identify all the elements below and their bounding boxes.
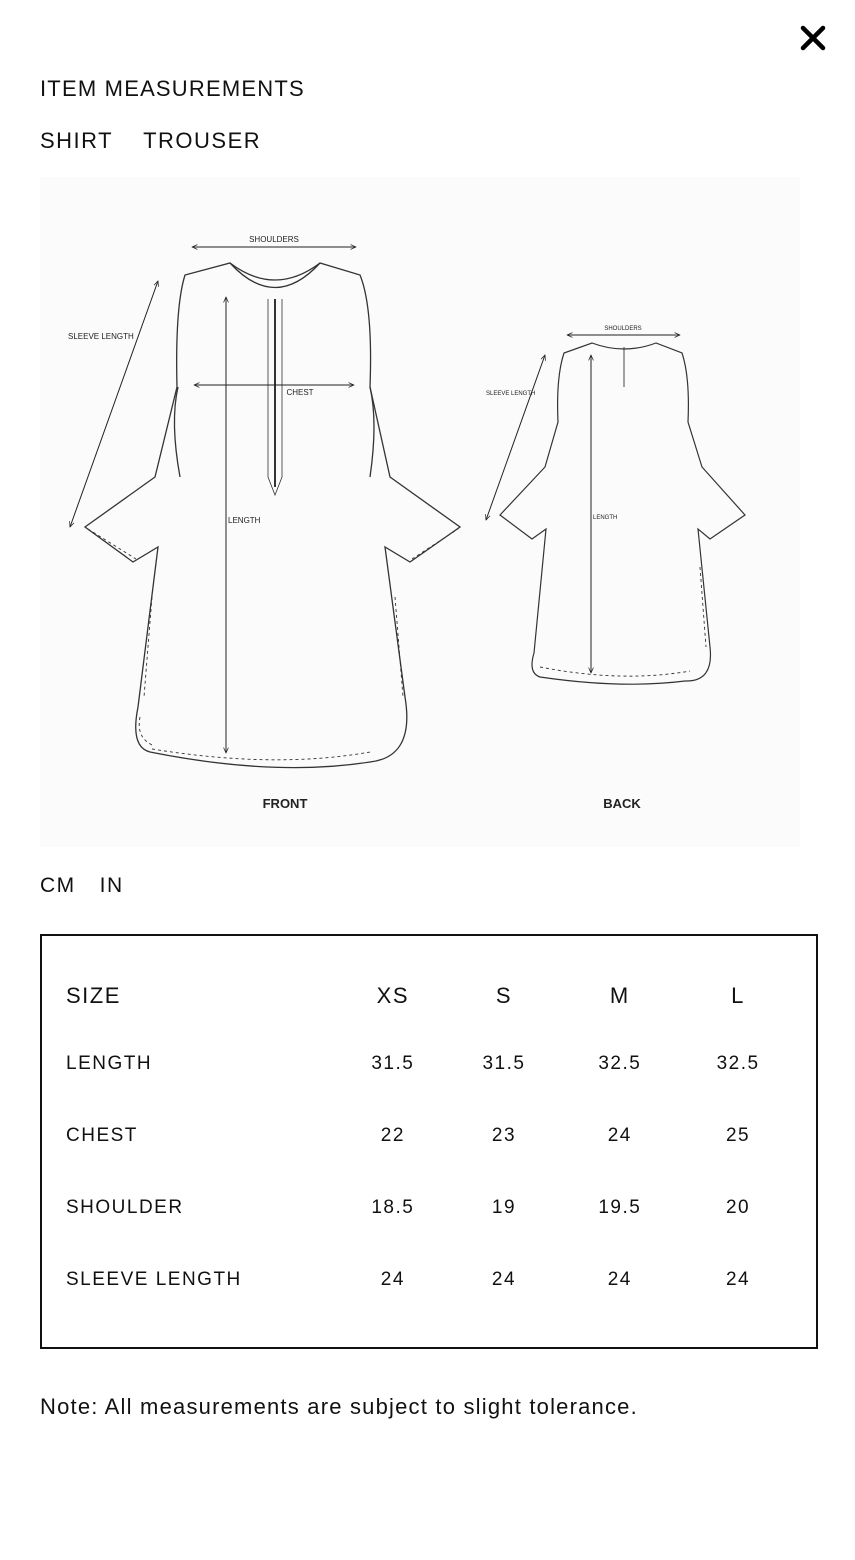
row-label: LENGTH <box>66 1053 153 1074</box>
cell-value: 24 <box>607 1125 632 1146</box>
header-m: M <box>609 983 630 1008</box>
tab-trouser[interactable]: TROUSER <box>143 128 262 153</box>
size-table <box>66 964 796 1316</box>
cell-value: 23 <box>491 1125 517 1146</box>
cell-value: 18.5 <box>371 1197 415 1218</box>
measurement-tabs <box>40 128 261 154</box>
back-length-label: LENGTH <box>593 515 618 521</box>
modal-title: ITEM MEASUREMENTS <box>40 76 305 101</box>
cell-value: 32.5 <box>598 1053 642 1074</box>
close-button[interactable] <box>793 18 833 58</box>
front-sleeve-length-label: SLEEVE LENGTH <box>68 332 134 341</box>
cell-value: 19 <box>491 1197 517 1218</box>
unit-in[interactable]: IN <box>99 874 124 897</box>
cell-value: 25 <box>725 1125 751 1146</box>
measurement-diagram <box>40 177 800 847</box>
front-chest-label: CHEST <box>286 388 314 397</box>
table-row <box>66 1172 796 1244</box>
cell-value: 24 <box>607 1269 632 1290</box>
cell-value: 19.5 <box>598 1197 642 1218</box>
cell-value: 20 <box>725 1197 751 1218</box>
tab-shirt[interactable]: SHIRT <box>40 128 114 153</box>
cell-value: 24 <box>380 1269 405 1290</box>
unit-cm[interactable]: CM <box>40 874 76 897</box>
header-size: SIZE <box>66 983 121 1008</box>
front-length-label: LENGTH <box>228 516 261 525</box>
back-sleeve-length-label: SLEEVE LENGTH <box>486 391 536 397</box>
table-header-row <box>66 964 796 1028</box>
back-shoulders-label: SHOULDERS <box>604 326 642 332</box>
row-label: SLEEVE LENGTH <box>66 1269 242 1290</box>
size-table-box <box>40 934 818 1349</box>
front-shoulders-label: SHOULDERS <box>249 235 299 244</box>
garment-illustration <box>40 177 800 847</box>
front-caption: FRONT <box>262 796 308 811</box>
row-label: CHEST <box>66 1125 138 1146</box>
back-caption: BACK <box>603 796 641 811</box>
table-row <box>66 1028 796 1100</box>
cell-value: 31.5 <box>371 1053 415 1074</box>
cell-value: 24 <box>491 1269 517 1290</box>
table-row <box>66 1244 796 1316</box>
header-xs: XS <box>376 983 409 1008</box>
header-l: L <box>731 983 745 1008</box>
close-icon <box>798 23 828 53</box>
tolerance-note: Note: All measurements are subject to slight tolerance. <box>40 1394 638 1419</box>
cell-value: 24 <box>725 1269 751 1290</box>
table-row <box>66 1100 796 1172</box>
cell-value: 31.5 <box>482 1053 526 1074</box>
row-label: SHOULDER <box>66 1197 184 1218</box>
cell-value: 22 <box>380 1125 405 1146</box>
cell-value: 32.5 <box>716 1053 760 1074</box>
unit-toggle <box>40 874 124 898</box>
header-s: S <box>495 983 513 1008</box>
